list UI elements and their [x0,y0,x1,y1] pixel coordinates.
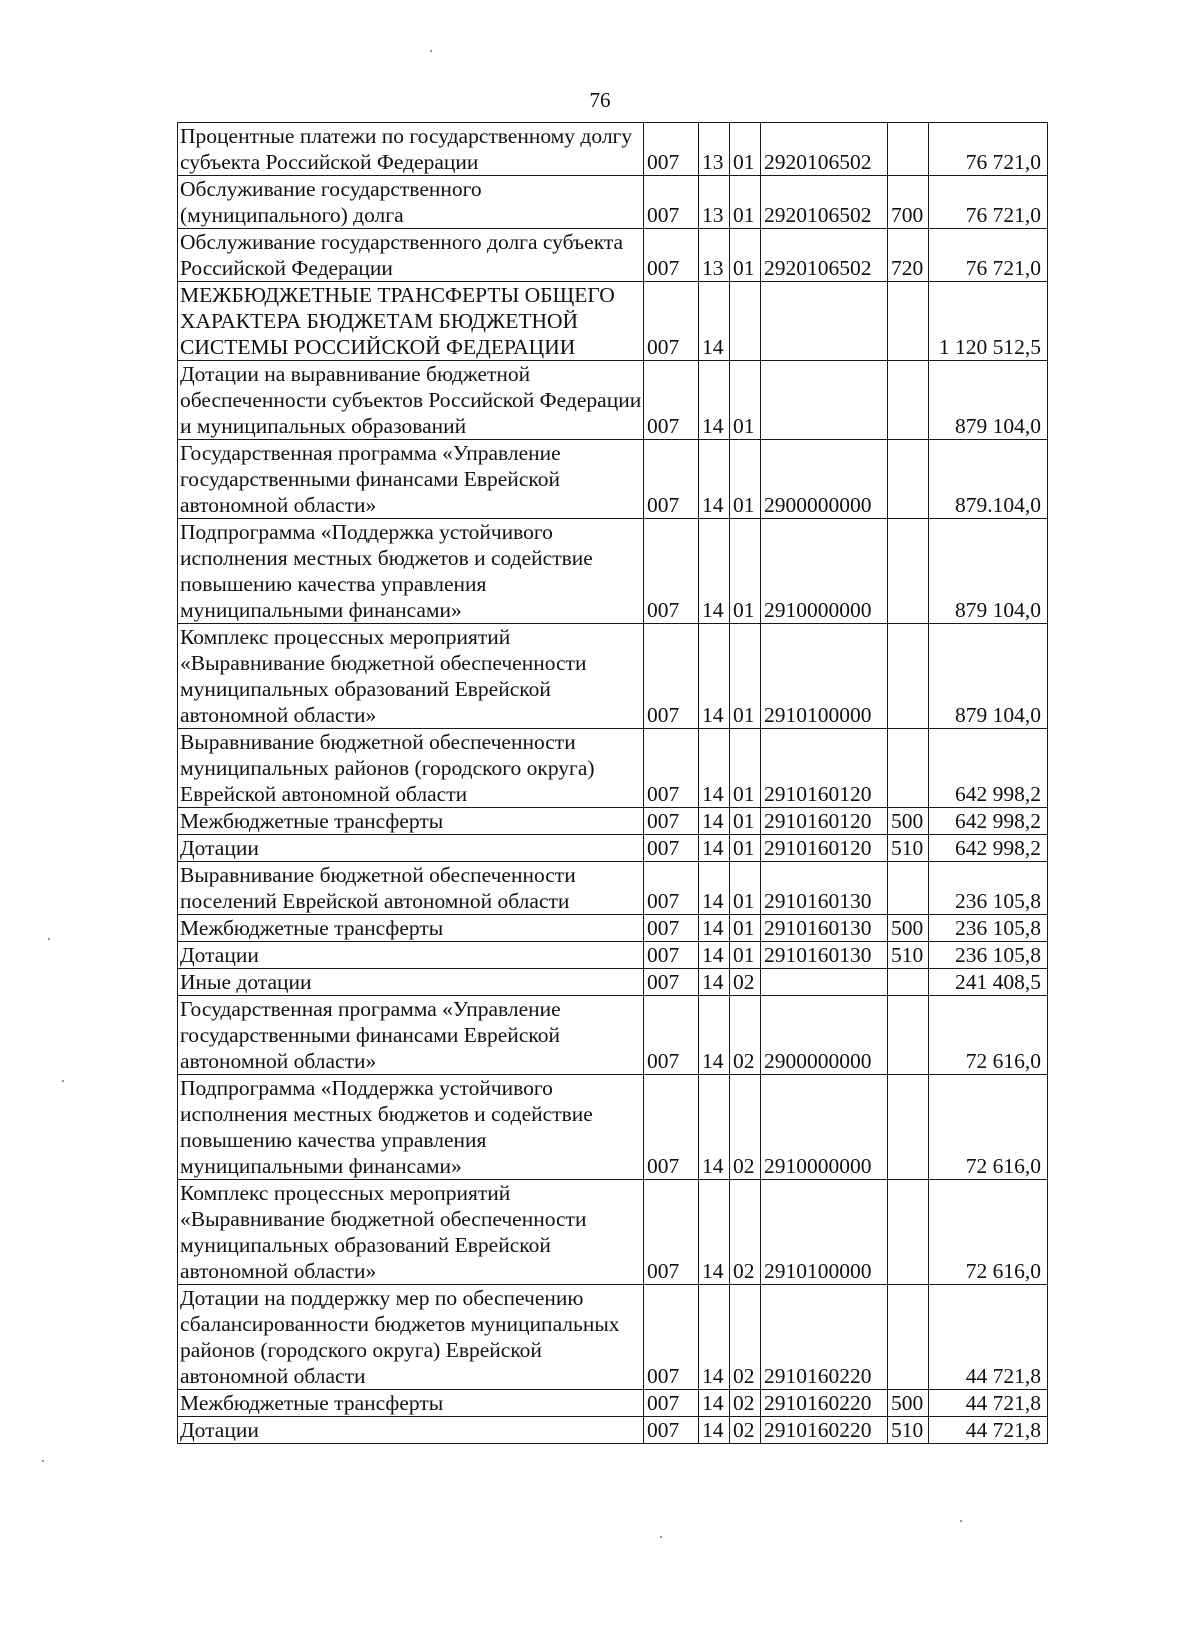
row-admin-code: 007 [644,229,699,282]
row-name: Процентные платежи по государственному долгу субъекта Российской Федерации [178,123,644,176]
row-expense-type: 720 [888,229,929,282]
row-name: Межбюджетные трансферты [178,1390,644,1417]
table-row [178,361,1048,440]
row-subsection: 01 [730,915,761,942]
row-amount: 642 998,2 [929,835,1048,862]
row-subsection: 01 [730,361,761,440]
row-amount: 879 104,0 [929,361,1048,440]
row-section: 14 [699,915,730,942]
row-section: 13 [699,123,730,176]
row-expense-type: 500 [888,808,929,835]
table-row [178,969,1048,996]
row-section: 13 [699,229,730,282]
row-name: Комплекс процессных мероприятий «Выравнивание бюджетной обеспеченности муниципальных образований Еврейской автономной области» [178,624,644,729]
row-name: Дотации [178,1417,644,1444]
row-amount: 236 105,8 [929,862,1048,915]
row-admin-code: 007 [644,808,699,835]
row-admin-code: 007 [644,862,699,915]
table-row [178,835,1048,862]
row-admin-code: 007 [644,996,699,1075]
row-subsection: 02 [730,996,761,1075]
row-name: Дотации на поддержку мер по обеспечению сбалансированности бюджетов муниципальных районов (городского округа) Еврейской автономной области [178,1285,644,1390]
row-expense-type [888,862,929,915]
row-name: Подпрограмма «Поддержка устойчивого исполнения местных бюджетов и содействие повышению качества управления муниципальными финансами» [178,1075,644,1180]
scan-speck [660,1536,662,1538]
row-amount: 1 120 512,5 [929,282,1048,361]
row-name: Дотации [178,835,644,862]
scan-speck [960,1520,962,1522]
table-row [178,519,1048,624]
scan-speck [48,938,50,940]
row-section: 14 [699,996,730,1075]
row-target-article: 2910160130 [761,915,888,942]
row-target-article: 2920106502 [761,229,888,282]
row-expense-type [888,996,929,1075]
row-target-article: 2910160130 [761,942,888,969]
row-subsection: 02 [730,1075,761,1180]
row-amount: 236 105,8 [929,915,1048,942]
row-expense-type [888,440,929,519]
row-subsection: 01 [730,176,761,229]
row-amount: 879 104,0 [929,519,1048,624]
row-subsection: 01 [730,862,761,915]
row-name: Выравнивание бюджетной обеспеченности поселений Еврейской автономной области [178,862,644,915]
row-target-article: 2920106502 [761,176,888,229]
row-target-article [761,282,888,361]
row-amount: 236 105,8 [929,942,1048,969]
row-admin-code: 007 [644,440,699,519]
row-amount: 44 721,8 [929,1390,1048,1417]
row-expense-type: 510 [888,835,929,862]
row-section: 14 [699,282,730,361]
table-row [178,862,1048,915]
row-expense-type: 510 [888,1417,929,1444]
row-section: 14 [699,862,730,915]
row-admin-code: 007 [644,1417,699,1444]
row-subsection: 02 [730,1180,761,1285]
table-row [178,282,1048,361]
row-expense-type [888,1075,929,1180]
row-target-article: 2910160220 [761,1390,888,1417]
row-subsection: 01 [730,808,761,835]
row-subsection: 01 [730,942,761,969]
row-subsection: 01 [730,123,761,176]
row-target-article: 2910160130 [761,862,888,915]
row-amount: 879 104,0 [929,624,1048,729]
row-target-article: 2900000000 [761,440,888,519]
row-target-article: 2910160120 [761,729,888,808]
row-expense-type: 500 [888,915,929,942]
table-row [178,915,1048,942]
row-target-article: 2910160120 [761,835,888,862]
row-target-article: 2910000000 [761,519,888,624]
row-expense-type [888,969,929,996]
row-subsection: 01 [730,835,761,862]
row-section: 14 [699,942,730,969]
scan-speck [42,1460,44,1462]
row-name: МЕЖБЮДЖЕТНЫЕ ТРАНСФЕРТЫ ОБЩЕГО ХАРАКТЕРА БЮДЖЕТАМ БЮДЖЕТНОЙ СИСТЕМЫ РОССИЙСКОЙ ФЕДЕРАЦИИ [178,282,644,361]
row-expense-type: 510 [888,942,929,969]
row-section: 14 [699,1390,730,1417]
row-name: Подпрограмма «Поддержка устойчивого исполнения местных бюджетов и содействие повышению качества управления муниципальными финансами» [178,519,644,624]
table-row [178,123,1048,176]
row-name: Иные дотации [178,969,644,996]
row-amount: 72 616,0 [929,996,1048,1075]
row-section: 14 [699,729,730,808]
row-section: 14 [699,1075,730,1180]
row-expense-type [888,282,929,361]
table-row [178,942,1048,969]
row-name: Дотации [178,942,644,969]
row-admin-code: 007 [644,1180,699,1285]
row-target-article: 2900000000 [761,996,888,1075]
table-row [178,1285,1048,1390]
table-row [178,229,1048,282]
row-section: 14 [699,1180,730,1285]
row-section: 14 [699,624,730,729]
row-amount: 72 616,0 [929,1075,1048,1180]
row-subsection: 02 [730,969,761,996]
row-amount: 879.104,0 [929,440,1048,519]
row-amount: 44 721,8 [929,1417,1048,1444]
scan-speck [62,1080,64,1082]
row-section: 13 [699,176,730,229]
row-target-article: 2910160220 [761,1285,888,1390]
row-amount: 642 998,2 [929,729,1048,808]
row-section: 14 [699,1285,730,1390]
row-target-article [761,361,888,440]
row-name: Обслуживание государственного долга субъекта Российской Федерации [178,229,644,282]
table-row [178,176,1048,229]
row-section: 14 [699,440,730,519]
row-admin-code: 007 [644,729,699,808]
row-expense-type [888,1285,929,1390]
row-admin-code: 007 [644,1390,699,1417]
row-expense-type: 700 [888,176,929,229]
row-name: Межбюджетные трансферты [178,915,644,942]
table-row [178,624,1048,729]
row-expense-type: 500 [888,1390,929,1417]
row-amount: 44 721,8 [929,1285,1048,1390]
table-row [178,1417,1048,1444]
row-admin-code: 007 [644,1075,699,1180]
row-subsection: 01 [730,519,761,624]
row-amount: 72 616,0 [929,1180,1048,1285]
row-target-article: 2910100000 [761,624,888,729]
budget-table-body [178,123,1048,1444]
row-section: 14 [699,519,730,624]
row-target-article: 2910160220 [761,1417,888,1444]
row-admin-code: 007 [644,915,699,942]
row-subsection: 02 [730,1390,761,1417]
row-admin-code: 007 [644,282,699,361]
row-amount: 76 721,0 [929,229,1048,282]
row-admin-code: 007 [644,123,699,176]
row-subsection: 01 [730,729,761,808]
row-admin-code: 007 [644,519,699,624]
budget-table [177,122,1048,1444]
row-expense-type [888,123,929,176]
row-name: Государственная программа «Управление государственными финансами Еврейской автономной области» [178,440,644,519]
page-number: 76 [589,88,611,112]
row-target-article: 2910100000 [761,1180,888,1285]
row-target-article: 2910000000 [761,1075,888,1180]
row-admin-code: 007 [644,624,699,729]
table-row [178,1075,1048,1180]
row-name: Выравнивание бюджетной обеспеченности муниципальных районов (городского округа) Еврейской автономной области [178,729,644,808]
row-subsection: 02 [730,1417,761,1444]
row-amount: 76 721,0 [929,176,1048,229]
row-section: 14 [699,808,730,835]
table-row [178,996,1048,1075]
row-target-article: 2910160120 [761,808,888,835]
row-section: 14 [699,1417,730,1444]
row-subsection: 01 [730,229,761,282]
row-name: Дотации на выравнивание бюджетной обеспеченности субъектов Российской Федерации и муниципальных образований [178,361,644,440]
row-name: Обслуживание государственного (муниципального) долга [178,176,644,229]
row-subsection: 01 [730,624,761,729]
row-admin-code: 007 [644,361,699,440]
row-admin-code: 007 [644,942,699,969]
row-subsection [730,282,761,361]
row-expense-type [888,1180,929,1285]
table-row [178,440,1048,519]
row-target-article: 2920106502 [761,123,888,176]
row-admin-code: 007 [644,176,699,229]
row-admin-code: 007 [644,1285,699,1390]
scan-speck [430,50,432,52]
row-admin-code: 007 [644,835,699,862]
row-section: 14 [699,361,730,440]
row-amount: 76 721,0 [929,123,1048,176]
row-name: Государственная программа «Управление государственными финансами Еврейской автономной области» [178,996,644,1075]
row-expense-type [888,519,929,624]
row-section: 14 [699,969,730,996]
row-expense-type [888,729,929,808]
row-subsection: 01 [730,440,761,519]
row-expense-type [888,361,929,440]
row-section: 14 [699,835,730,862]
row-amount: 241 408,5 [929,969,1048,996]
row-name: Комплекс процессных мероприятий «Выравнивание бюджетной обеспеченности муниципальных образований Еврейской автономной области» [178,1180,644,1285]
table-row [178,808,1048,835]
table-row [178,1390,1048,1417]
row-admin-code: 007 [644,969,699,996]
row-expense-type [888,624,929,729]
table-row [178,729,1048,808]
row-name: Межбюджетные трансферты [178,808,644,835]
table-row [178,1180,1048,1285]
row-target-article [761,969,888,996]
row-amount: 642 998,2 [929,808,1048,835]
row-subsection: 02 [730,1285,761,1390]
